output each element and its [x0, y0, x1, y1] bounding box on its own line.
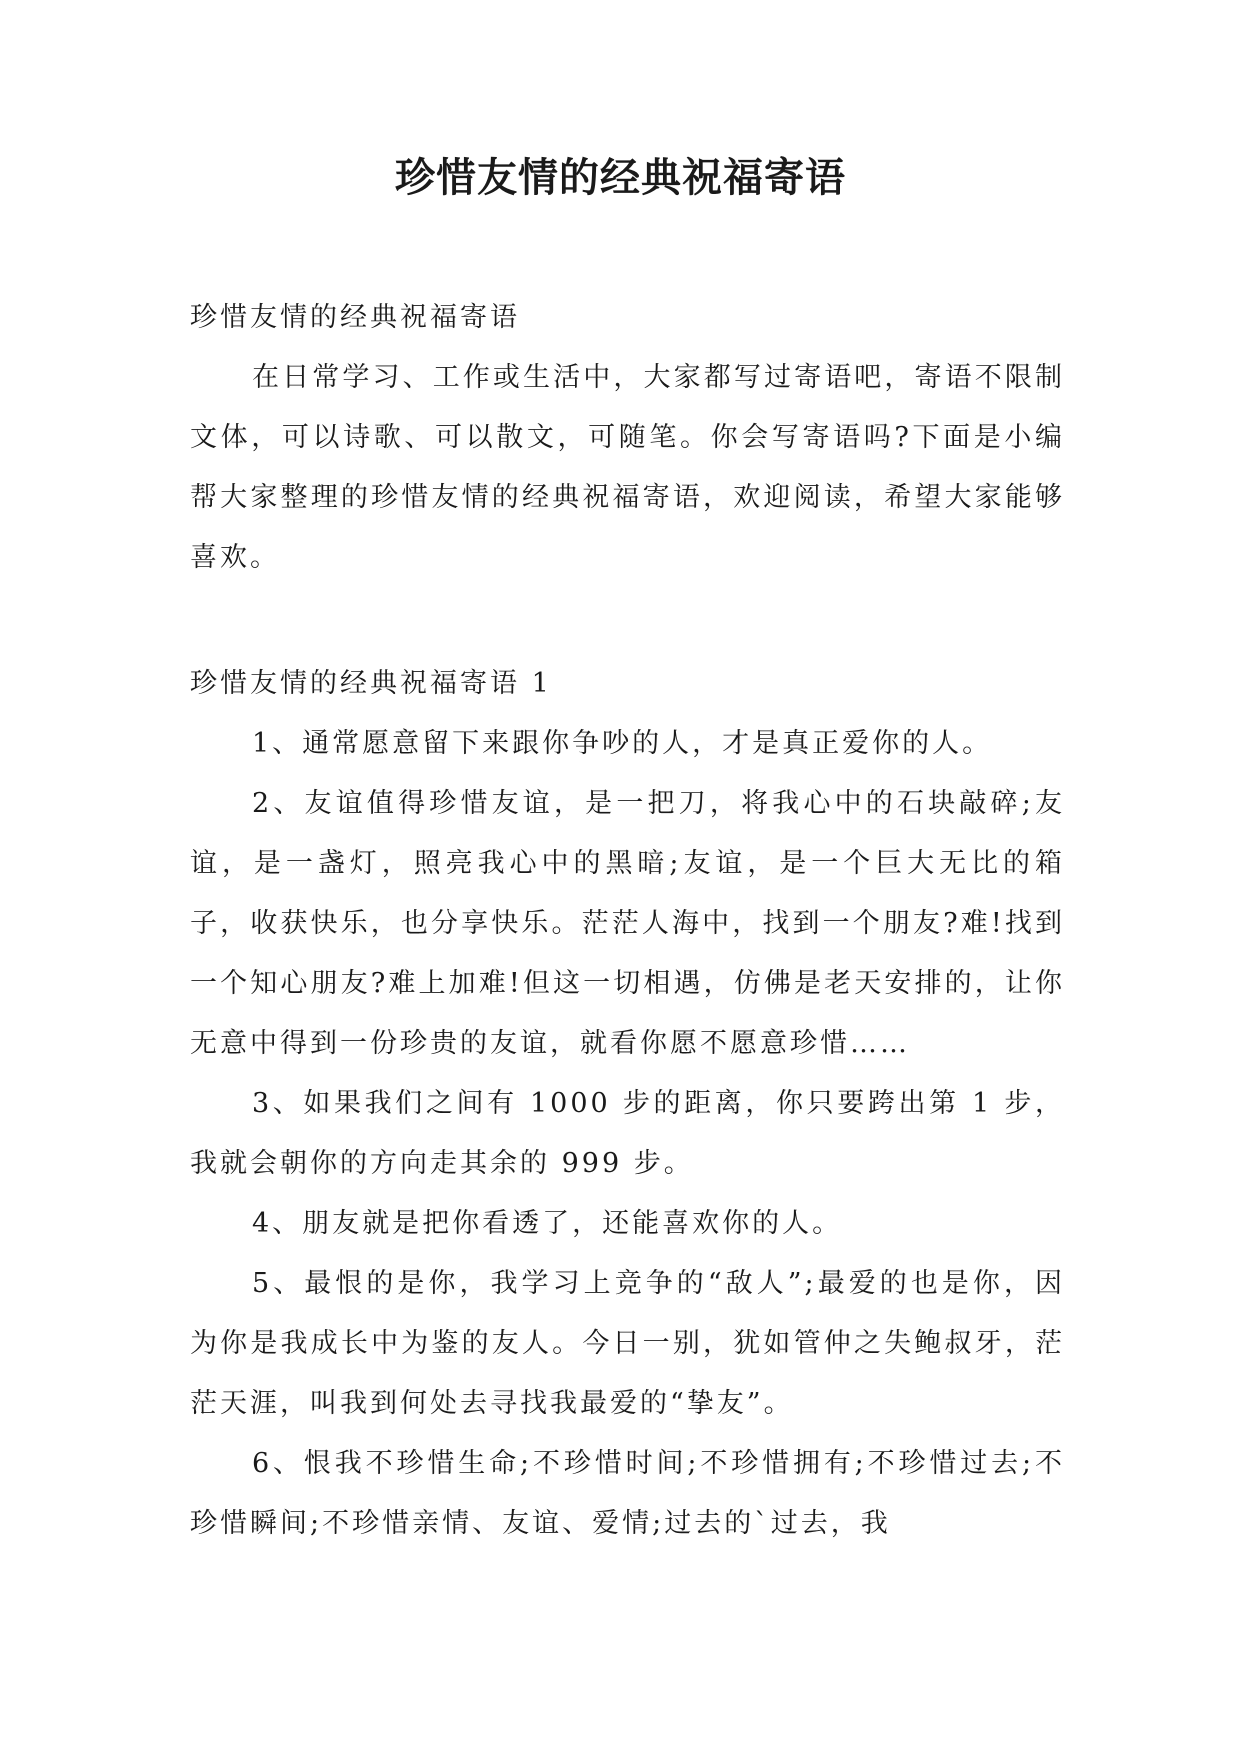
list-item: 5、最恨的是你，我学习上竞争的“敌人”;最爱的也是你，因为你是我成长中为鉴的友人。今日一别，犹如管仲之失鲍叔牙，茫茫天涯，叫我到何处去寻找我最爱的“挚友”。 [190, 1268, 1065, 1419]
document-title: 珍惜友情的经典祝福寄语 [395, 155, 846, 201]
list-item: 1、通常愿意留下来跟你争吵的人，才是真正爱你的人。 [252, 728, 993, 759]
list-item: 6、恨我不珍惜生命;不珍惜时间;不珍惜拥有;不珍惜过去;不珍惜瞬间;不珍惜亲情、友谊、爱情;过去的`过去，我 [190, 1448, 1065, 1539]
list-item: 2、友谊值得珍惜友谊，是一把刀，将我心中的石块敲碎;友谊，是一盏灯，照亮我心中的黑暗;友谊，是一个巨大无比的箱子，收获快乐，也分享快乐。茫茫人海中，找到一个朋友?难!找到一个知心朋友?难上加难!但这一切相遇，仿佛是老天安排的，让你无意中得到一份珍贵的友谊，就看你愿不愿意珍惜…… [190, 788, 1065, 1059]
intro-paragraph: 在日常学习、工作或生活中，大家都写过寄语吧，寄语不限制文体，可以诗歌、可以散文，可随笔。你会写寄语吗?下面是小编帮大家整理的珍惜友情的经典祝福寄语，欢迎阅读，希望大家能够喜欢。 [190, 362, 1065, 573]
paragraph-spacer [190, 588, 1065, 654]
list-item: 3、如果我们之间有 1000 步的距离，你只要跨出第 1 步，我就会朝你的方向走其余的 999 步。 [190, 1088, 1065, 1179]
document-body [190, 288, 1065, 1554]
section-heading: 珍惜友情的经典祝福寄语 1 [190, 668, 552, 699]
document-subtitle: 珍惜友情的经典祝福寄语 [190, 302, 520, 333]
list-item: 4、朋友就是把你看透了，还能喜欢你的人。 [252, 1208, 843, 1239]
